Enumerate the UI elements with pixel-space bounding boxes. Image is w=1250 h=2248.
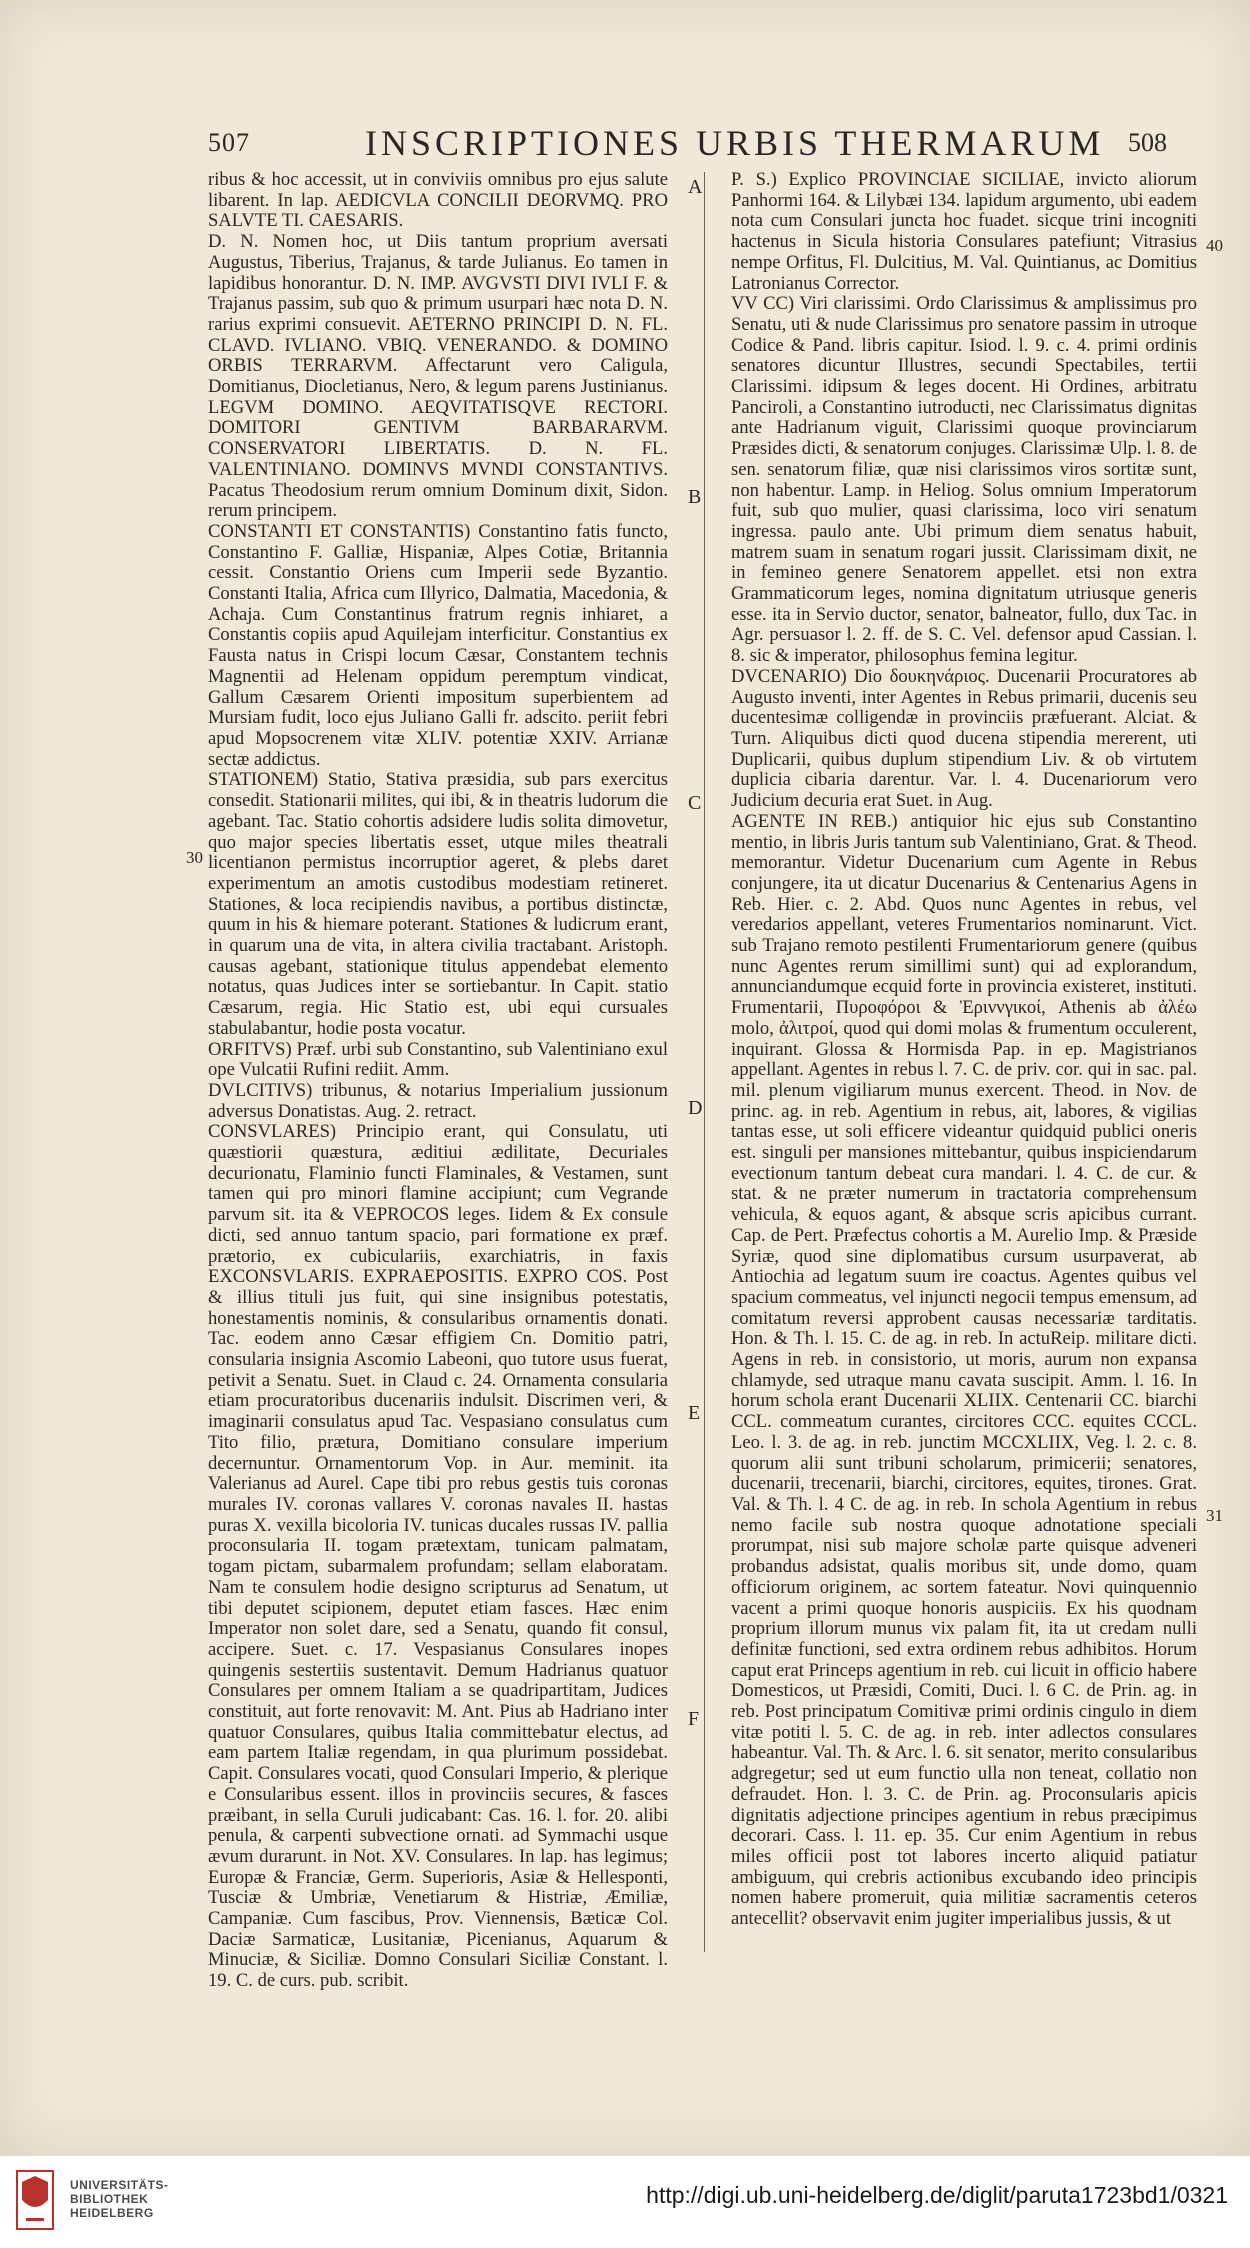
margin-line-number: 30	[186, 848, 203, 867]
paragraph: STATIONEM) Statio, Stativa præsidia, sub pars exercitus consedit. Stationarii milites, qui ibi, & in theatris ludorum die agebant. Tac. Statio cohortis adsidere ludis solita dimovetur, quo major species libertatis esset, utque miles theatrali licentianon permistus incorruptior ageret, & plebs daret experimentum an amotis custodibus modestiam retineret. Stationes, & loca recipiendis navibus, a portibus distinctæ, quum in his & hiemare poterant. Stationes & ludicrum erant, in quarum una de vita, in altera civilia tractabant. Aristoph. causas agebant, stationique titulus appendebat elemento notatus, quas Judices inter se sortiebantur. In Capit. statio Cæsarum, regia. Hic Statio est, ubi equi cursuales stabulabantur, hodie posta vocatur.	[208, 769, 668, 1039]
university-seal-icon	[16, 2170, 54, 2230]
paragraph: D. N. Nomen hoc, ut Diis tantum proprium aversati Augustus, Tiberius, Trajanus, & tarde Julianus. Eo tamen in lapidibus honorantur. D. N. IMP. AVGVSTI DIVI IVLI F. & Trajanus passim, sub quo & primum usurpari hæc nota D. N. rarius exprimi consuevit. AETERNO PRINCIPI D. N. FL. CLAVD. IVLIANO. VBIQ. VENERANDO. & DOMINO ORBIS TERRARVM. Affectarunt vero Caligula, Domitianus, Diocletianus, Nero, & legum parens Justinianus. LEGVM DOMINO. AEQVITATISQVE RECTORI. DOMITORI GENTIVM BARBARARVM. CONSERVATORI LIBERTATIS. D. N. FL. VALENTINIANO. DOMINVS MVNDI CONSTANTIVS. Pacatus Theodosium rerum omnium Dominum dixit, Sidon. rerum principem.	[208, 231, 668, 522]
permalink-url[interactable]: http://digi.ub.uni-heidelberg.de/diglit/paruta1723bd1/0321	[646, 2182, 1228, 2208]
running-title: INSCRIPTIONES URBIS THERMARUM	[365, 123, 1105, 163]
paragraph: VV CC) Viri clarissimi. Ordo Clarissimus & amplissimus pro Senatu, uti & nude Clarissimus pro senatore passim in utroque Codice & Pand. libris capitur. Isiod. l. 9. c. 4. primi ordinis senatores dicuntur Illustres, secundi Spectabiles, tertii Clarissimi. idipsum & leges docent. Hi Ordines, arbitratu Panciroli, a Constantino iutroducti, nec Clarissimatus dignitas ante Hadrianum viguit, Clarissimi quoque provinciarum Præsides dicti, & senatorum conjuges. Clarissimæ Ulp. l. 8. de sen. senatorum filiæ, quæ nisi clarissimos viros sortitæ sunt, non habentur. Lamp. in Heliog. Solus omnium Imperatorum fuit, sub quo mulier, quasi clarissima, loco viri senatum ingressa. paulo ante. Ubi primum diem senatus habuit, matrem suam in senatum rogari jussit. Clarissimam dixit, ne in femineo genere Senatorem appellet. etsi non extra Grammaticorum leges, nomina dignitatum utriusque generis esse. ita in Servio ductor, senator, balneator, fullo, dux Tac. in Agr. persuasor l. 2. ff. de S. C. Vel. defensor apud Cassian. l. 8. sic & imperator, philosophus femina legitur.	[731, 293, 1197, 667]
running-header	[0, 122, 1250, 162]
paragraph: DVLCITIVS) tribunus, & notarius Imperialium jussionum adversus Donatistas. Aug. 2. retract.	[208, 1079, 668, 1122]
left-text-column	[208, 170, 668, 1992]
right-text-column	[731, 170, 1197, 1930]
paragraph: CONSVLARES) Principio erant, qui Consulatu, uti quæstiorii quæstura, æditiui ædilitate, Decuriales decurionatu, Flaminio functi Flaminales, & Vestamen, sunt tamen qui pro minori flamine accipiunt; cum Vegrande parvum sit. ita & VEPROCOS leges. Iidem & Ex consule dicti, sed annuo tantum spacio, pari formatione ex præf. prætorio, ex cubiculariis, exarchiatris, in faxis EXCONSVLARIS. EXPRAEPOSITIS. EXPRO COS. Post & illius tituli jus fuit, qui sine insignibus potestatis, honestamentis nominis, & consularibus ornamentis donati. Tac. eodem anno Cæsar effigiem Cn. Domitio patri, consularia insignia Ascomio Labeoni, quo tutore usus fuerat, petivit a Senatu. Suet. in Claud c. 24. Ornamenta consularia etiam procuratoribus ducenariis indulsit. Discrimen veri, & imaginarii consulatus apud Tac. Vespasiano consulatus cum Tito filio, prætura, Domitiano consulare imperium decernuntur. Ornamentorum Vop. in Aur. meminit. ita Valerianus ad Aurel. Cape tibi pro rebus gestis tuis coronas murales IV. coronas vallares V. coronas navales II. hastas puras X. vexilla bicoloria IV. tunicas ducales russas IV. pallia proconsularia II. togam prætextam, tunicam palmatam, togam pictam, subarmalem profundam; sellam elaboratam. Nam te consulem hodie designo scripturus ad Senatum, ut tibi deputet scipionem, deputet etiam fasces. Hæc enim Imperator non solet dare, sed a Senatu, quando fit consul, accipere. Suet. c. 17. Vespasianus Consulares inopes quingenis sestertiis sustentavit. Demum Hadrianus quatuor Consulares per omnem Italiam a se quadripartitam, Judices constituit, aut forte renovavit: M. Ant. Pius ab Hadriano inter quatuor Consulares, quibus Italia committebatur electus, ad eam partem Italiæ regendam, in qua plurimum possidebat. Capit. Consulares vocati, quod Consulari Imperio, & plerique e Consularibus essent. illos in provinciis secures, & fasces præibant, in sella Curuli judicabant: Cas. 16. l. for. 20. alibi penula, & carpenti subvectione ornati. ad Symmachi usque ævum durarunt. in Not. XV. Consulares. In lap. has legimus; Europæ & Franciæ, Germ. Superioris, Asiæ & Hellesponti, Tusciæ & Umbriæ, Venetiarum & Histriæ, Æmiliæ, Campaniæ. Cum fascibus, Prov. Viennensis, Bæticæ Col. Daciæ Sarmaticæ, Lusitaniæ, Picenianus, Aquarum & Minuciæ, & Siciliæ. Domno Consulari Siciliæ Constant. l. 19. C. de curs. pub. scribit.	[208, 1121, 668, 1992]
library-name: UNIVERSITÄTS- BIBLIOTHEK HEIDELBERG	[70, 2178, 169, 2220]
paragraph: AGENTE IN REB.) antiquior hic ejus sub Constantino mentio, in libris Juris tantum sub Valentiniano, Grat. & Theod. memorantur. Videtur Ducenarium cum Agente in Rebus conjungere, ita ut dicatur Ducenarius & Centenarius Agens in Reb. Hier. c. 2. Abd. Quos nunc Agentes in rebus, vel veredarios appellant, veteres Frumentarios nominarunt. Vict. sub Trajano remoto pestilenti Frumentariorum genere (quibus nunc Agentes rerum simillimi sunt) qui ad explorandum, annunciandumque ecquid forte in provincia existeret, instituti. Frumentarii, Πυροφόροι & Ἐριννγικοί, Athenis ab ἀλέω molo, ἀλιτροί, quod qui domi molas & frumentum occulerent, inquirant. Glossa & Hormisda Pap. in ep. Magistrianos appellant. Agentes in rebus l. 7. C. de priv. cor. qui in sac. pal. mil. plenum vigiliarum munus exercent. Theod. in Nov. de princ. ag. in reb. Agentium in rebus, ait, labores, & vigilias tantas esse, ut soli efficere videantur quidquid publici oneris est. singuli per mansiones mittebantur, quibus inspiciendarum evectionum tantum debeat cura mandari. l. 4. C. de cur. & stat. & ne præter numerum in tractatoria comprehensum vehicula, & equos agant, & absque scris apicibus currant. Cap. de Pert. Præfectus cohortis a M. Aurelio Imp. & Præside Syriæ, quod sine diplomatibus cursum usurpaverat, ab Antiochia ad legatum suum ire coactus. Agentes quibus vel spacium commeatus, vel injuncti negocii tempus emensum, ad comitatum reversi approbent causas necessariæ tarditatis. Hon. & Th. l. 15. C. de ag. in reb. In actuReip. militare dicti. Agens in reb. in consistorio, ut moris, aurum non expansa chlamyde, sed utraque manu cavata suscipit. Amm. l. 16. In horum schola erant Ducenarii XLIIX. Centenarii CC. biarchi CCL. commeatum curantes, circitores CCC. equites CCCL. Leo. l. 3. de ag. in reb. junctim MCCXLIIX, Veg. l. 2. c. 8. quorum alii sunt tribuni scholarum, primicerii; senatores, ducenarii, trecenarii, biarchi, circitores, equites, tirones. Grat. Val. & Th. l. 4 C. de ag. in reb. In schola Agentium in rebus nemo facile sub nostra quoque adnotatione speciali prorumpat, nisi sub majore scholæ parte quisque adveneri probandus adsistat, qualis moribus sit, unde domo, quam officiorum originem, ac sortem fateatur. Novi quinquennio vacent a primi quoque honoris auspiciis. Ex his quodnam proprium illorum munus vix palam fit, ita ut credam nulli definitæ functioni, sed extra ordinem rebus adhibitos. Horum caput erat Princeps agentium in reb. cui licuit in officio habere Domesticos, ut Præsidi, Comiti, Duci. l. 6 C. de Prin. ag. in reb. Post principatum Comitivæ primi ordinis cingulo in diem vitæ potiti l. 5. C. de ag. in reb. inter adlectos consulares habeantur. Val. Th. & Arc. l. 6. sit senator, merito consularibus adgregetur; sed ut eum functio ulla non teneat, collatio non defraudet. Hon. l. 3. C. de Prin. ag. Proconsularis apicis dignitatis adjectione principes agentium in rebus præcipimus decorari. Cass. l. 11. ep. 35. Cur enim Agentium in rebus miles officii post tot labores incerto aliquid patiatur ambiguum, qui crebris actionibus excubando ideo principis nomen habere promeruit, quia militiæ sacramentis ceteros antecellit? observavit enim jugiter imperialibus jussis, & ut	[731, 810, 1197, 1930]
paragraph: CONSTANTI ET CONSTANTIS) Constantino fatis functo, Constantino F. Galliæ, Hispaniæ, Alpes Cotiæ, Britannia cessit. Constantio Oriens cum Imperii sede Byzantio. Constanti Italia, Africa cum Illyrico, Dalmatia, Macedonia, & Achaja. Cum Constantinus fratrum regnis inhiaret, a Constantis copiis apud Aquilejam interficitur. Constantius ex Fausta natus in Crispi locum Cæsar, Constantem technis Magnentii ad Helenam oppidum peremptum vindicat, Gallum Cæsarem Orienti impositum superbientem ad Mursiam fudit, loco ejus Juliano Galli fr. adscito. periit febri apud Mopsocrenem vitæ XLIV. potentiæ XXIV. Arrianæ sectæ addictus.	[208, 520, 668, 770]
section-marker: A	[688, 176, 703, 198]
section-marker: B	[688, 486, 702, 508]
section-marker: C	[688, 792, 702, 814]
page-number-right: 508	[1128, 128, 1167, 157]
section-marker: F	[688, 1708, 700, 1730]
margin-line-number: 40	[1206, 236, 1223, 255]
section-marker: E	[688, 1402, 701, 1424]
paragraph: DVCENARIO) Dio δουκηνάριος. Ducenarii Procuratores ab Augusto inventi, inter Agentes in Rebus primarii, ducenis seu ducentesimæ colligendæ in provinciis præfuerant. Alciat. & Turn. Aliquibus dicti quod ducena stipendia mererent, uti Duplicarii, quibus duplum stipendium Liv. & ob virtutem duplicia cibaria darentur. Var. l. 4. Ducenariorum vero Judicium decuria erat Suet. in Aug.	[731, 665, 1197, 812]
viewer-footer	[0, 2155, 1250, 2248]
paragraph: ribus & hoc accessit, ut in conviviis omnibus pro ejus salute libarent. In lap. AEDICVLA CONCILII DEORVMQ. PRO SALVTE TI. CAESARIS.	[208, 169, 668, 232]
margin-line-number: 31	[1206, 1506, 1223, 1525]
section-marker: D	[688, 1097, 703, 1119]
page-number-left: 507	[208, 128, 250, 157]
paragraph: P. S.) Explico PROVINCIAE SICILIAE, invicto aliorum Panhormi 164. & Lilybæi 134. lapidum argumento, ubi eadem nota cum Consulari juncta hoc fuadet. sicque trini incogniti hactenus in Sicula historia Consulares patefiunt; Vitrasius nempe Orfitus, Fl. Dulcitius, M. Val. Quintianus, ac Domitius Latronianus Corrector.	[731, 169, 1197, 294]
column-divider	[704, 172, 705, 1952]
paragraph: ORFITVS) Præf. urbi sub Constantino, sub Valentiniano exul ope Vulcatii Rufini rediit. Amm.	[208, 1038, 668, 1081]
